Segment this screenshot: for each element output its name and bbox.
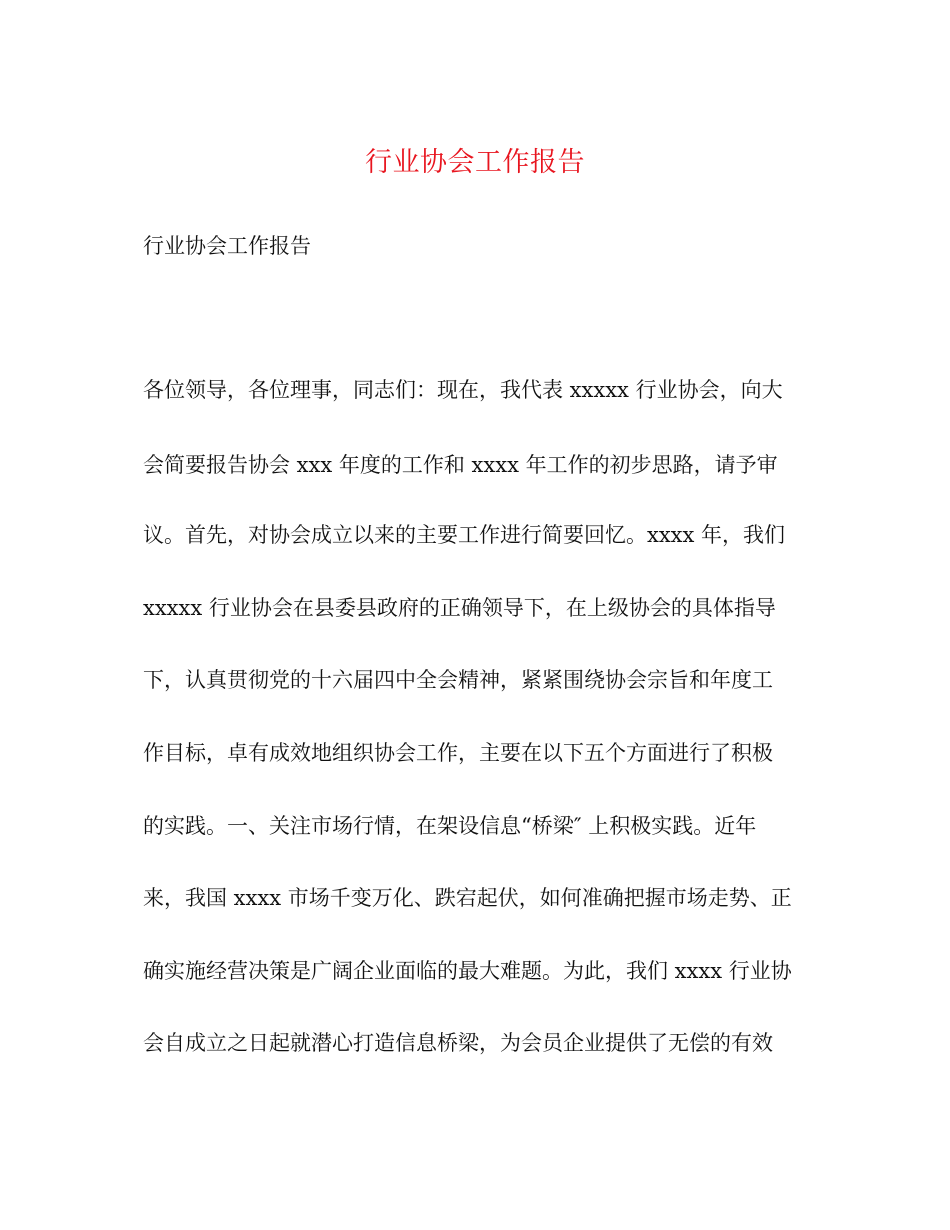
- paragraph-line: 会自成立之日起就潜心打造信息桥梁，为会员企业提供了无偿的有效: [143, 1031, 773, 1055]
- document-subtitle: 行业协会工作报告: [143, 234, 311, 258]
- paragraph-line: 各位领导，各位理事，同志们：现在，我代表 xxxxx 行业协会，向大: [143, 378, 783, 402]
- paragraph-line: 议。首先，对协会成立以来的主要工作进行简要回忆。xxxx 年，我们: [143, 523, 786, 547]
- paragraph-line: 下，认真贯彻党的十六届四中全会精神，紧紧围绕协会宗旨和年度工: [143, 668, 773, 692]
- paragraph-line: 的实践。一、关注市场行情，在架设信息“桥梁″ 上积极实践。近年: [143, 814, 757, 838]
- paragraph-line: 会简要报告协会 xxx 年度的工作和 xxxx 年工作的初步思路，请予审: [143, 453, 778, 477]
- paragraph-line: 确实施经营决策是广阔企业面临的最大难题。为此，我们 xxxx 行业协: [143, 959, 792, 983]
- paragraph-line: xxxxx 行业协会在县委县政府的正确领导下，在上级协会的具体指导: [143, 596, 776, 620]
- paragraph-line: 作目标，卓有成效地组织协会工作，主要在以下五个方面进行了积极: [143, 741, 773, 765]
- paragraph-line: 来，我国 xxxx 市场千变万化、跌宕起伏，如何准确把握市场走势、正: [143, 886, 792, 910]
- document-title: 行业协会工作报告: [365, 147, 585, 178]
